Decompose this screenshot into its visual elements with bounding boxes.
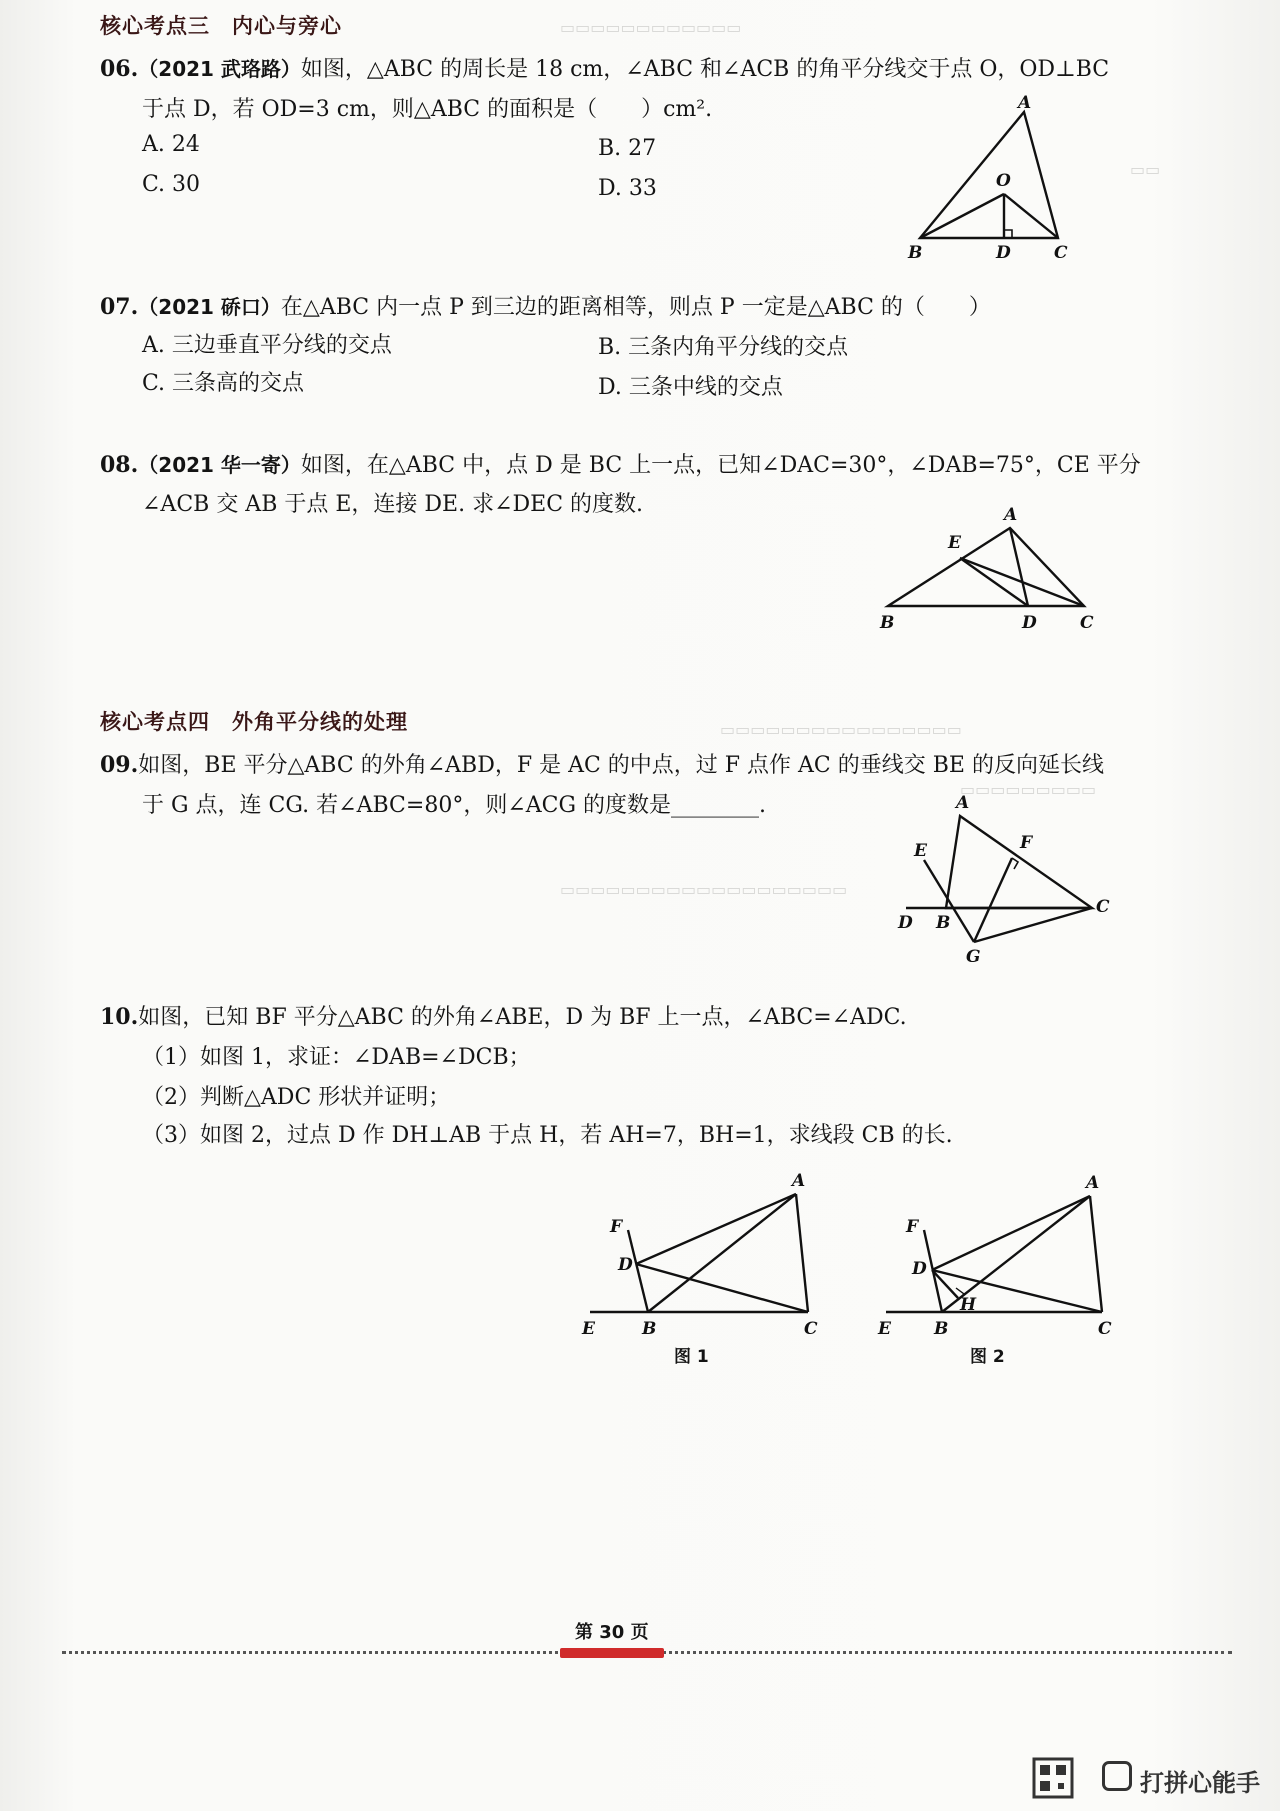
segment-da	[636, 1194, 796, 1264]
footer-accent-bar	[560, 1648, 664, 1658]
point-label: B	[934, 1319, 949, 1339]
segment-dc	[636, 1264, 808, 1312]
point-label: C	[804, 1319, 818, 1339]
point-label: A	[1086, 1173, 1100, 1193]
figure-caption-2: 图 2	[970, 1347, 1005, 1367]
watermark-text: 打拼心能手	[1140, 1769, 1260, 1797]
question-09-line2: 于 G 点，连 CG. 若∠ABC=80°，则∠ACG 的度数是________.	[142, 793, 767, 818]
section-title: 核心考点三 内心与旁心	[100, 14, 342, 38]
question-text: 如图，已知 BF 平分△ABC 的外角∠ABE，D 为 BF 上一点，∠ABC=∠ADC.	[138, 1005, 907, 1030]
option-b: B. 27	[598, 136, 657, 161]
triangle-abc	[920, 112, 1058, 238]
question-10-sub2: （2）判断△ADC 形状并证明；	[142, 1085, 451, 1110]
point-label: A	[956, 793, 970, 813]
point-label: B	[908, 243, 923, 263]
question-06-line2: 于点 D，若 OD=3 cm，则△ABC 的面积是（ ）cm².	[142, 97, 713, 122]
question-number: 06.	[100, 56, 139, 82]
point-label: H	[960, 1295, 977, 1315]
segment-ac	[796, 1194, 808, 1312]
q09-triangle-figure	[896, 793, 1116, 967]
point-label: E	[582, 1319, 595, 1339]
q08-triangle-figure	[876, 500, 1106, 640]
point-label: C	[1096, 897, 1110, 917]
question-text: 如图，△ABC 的周长是 18 cm，∠ABC 和∠ACB 的角平分线交于点 O，OD⊥BC	[300, 57, 1110, 82]
question-09-line1	[100, 748, 1104, 779]
option-b: B. 三条内角平分线的交点	[598, 335, 849, 360]
question-10-line1	[100, 1000, 907, 1031]
point-label: B	[880, 613, 895, 633]
triangle-abc	[946, 816, 1092, 908]
question-08-line1	[100, 448, 1141, 479]
point-label: A	[792, 1171, 806, 1191]
point-label: D	[996, 243, 1011, 263]
point-label: F	[906, 1217, 919, 1237]
section-title: 核心考点四 外角平分线的处理	[100, 710, 408, 734]
page-number: 第 30 页	[575, 1622, 649, 1643]
right-angle-mark	[1012, 858, 1018, 869]
point-label: E	[878, 1319, 891, 1339]
point-label: D	[618, 1255, 633, 1275]
question-number: 09.	[100, 752, 139, 778]
question-text: 在△ABC 内一点 P 到三边的距离相等，则点 P 一定是△ABC 的（ ）	[280, 295, 991, 320]
point-label: D	[1022, 613, 1037, 633]
option-a: A. 三边垂直平分线的交点	[142, 333, 392, 358]
point-label: A	[1004, 505, 1018, 525]
option-d: D. 33	[598, 176, 657, 201]
question-source: （2021 华一寄）	[138, 453, 301, 477]
point-label: F	[1020, 833, 1033, 853]
option-c: C. 30	[142, 172, 201, 197]
perpendicular-fg	[974, 858, 1012, 942]
point-label: C	[1080, 613, 1094, 633]
bisector-ce	[960, 558, 1084, 606]
question-number: 08.	[100, 452, 139, 478]
point-label: A	[1018, 93, 1032, 113]
q10-figure-2	[876, 1170, 1116, 1350]
point-label: F	[610, 1217, 623, 1237]
question-10-sub1: （1）如图 1，求证：∠DAB=∠DCB；	[142, 1045, 531, 1070]
question-08-line2: ∠ACB 交 AB 于点 E，连接 DE. 求∠DEC 的度数.	[142, 492, 644, 517]
question-text: 如图，在△ABC 中，点 D 是 BC 上一点，已知∠DAC=30°，∠DAB=75°，CE 平分	[300, 453, 1141, 478]
point-label: D	[898, 913, 913, 933]
q06-triangle-figure	[900, 90, 1080, 270]
segment-dc	[932, 1270, 1102, 1312]
point-label: G	[966, 947, 981, 967]
question-source: （2021 武珞路）	[138, 57, 301, 81]
question-10-sub3: （3）如图 2，过点 D 作 DH⊥AB 于点 H，若 AH=7，BH=1，求线段 CB 的长.	[142, 1123, 953, 1148]
bleed-through: ▭▭▭▭▭▭▭▭▭▭▭▭	[560, 18, 742, 37]
question-06-line1	[100, 52, 1109, 83]
segment-cg	[974, 908, 1092, 942]
point-label: C	[1098, 1319, 1112, 1339]
bleed-through: ▭▭▭▭▭▭▭▭▭▭▭▭▭▭▭▭	[720, 720, 962, 739]
app-logo-icon	[1102, 1761, 1132, 1791]
option-d: D. 三条中线的交点	[598, 375, 783, 400]
segment-ac	[1090, 1196, 1102, 1312]
question-number: 07.	[100, 294, 139, 320]
point-label: E	[914, 841, 927, 861]
question-number: 10.	[100, 1004, 139, 1030]
question-07-line1	[100, 290, 991, 321]
bisector-bo	[920, 194, 1004, 238]
bleed-through: ▭▭▭▭▭▭▭▭▭	[960, 780, 1097, 799]
segment-ab	[648, 1194, 796, 1312]
point-label: D	[912, 1259, 927, 1279]
point-label: C	[1054, 243, 1068, 263]
bleed-through: ▭▭▭▭▭▭▭▭▭▭▭▭▭▭▭▭▭▭▭	[560, 880, 848, 899]
point-label: B	[936, 913, 951, 933]
option-c: C. 三条高的交点	[142, 371, 305, 396]
bleed-through: ▭▭	[1130, 160, 1161, 179]
watermark	[1030, 1755, 1266, 1805]
question-source: （2021 硚口）	[138, 295, 281, 319]
q10-figure-1	[580, 1170, 820, 1350]
option-a: A. 24	[142, 132, 200, 157]
point-label: O	[996, 171, 1011, 191]
question-text: 如图，BE 平分△ABC 的外角∠ABD，F 是 AC 的中点，过 F 点作 AC 的垂线交 BE 的反向延长线	[138, 753, 1104, 778]
figure-caption-1: 图 1	[674, 1347, 709, 1367]
point-label: B	[642, 1319, 657, 1339]
point-label: E	[948, 533, 961, 553]
